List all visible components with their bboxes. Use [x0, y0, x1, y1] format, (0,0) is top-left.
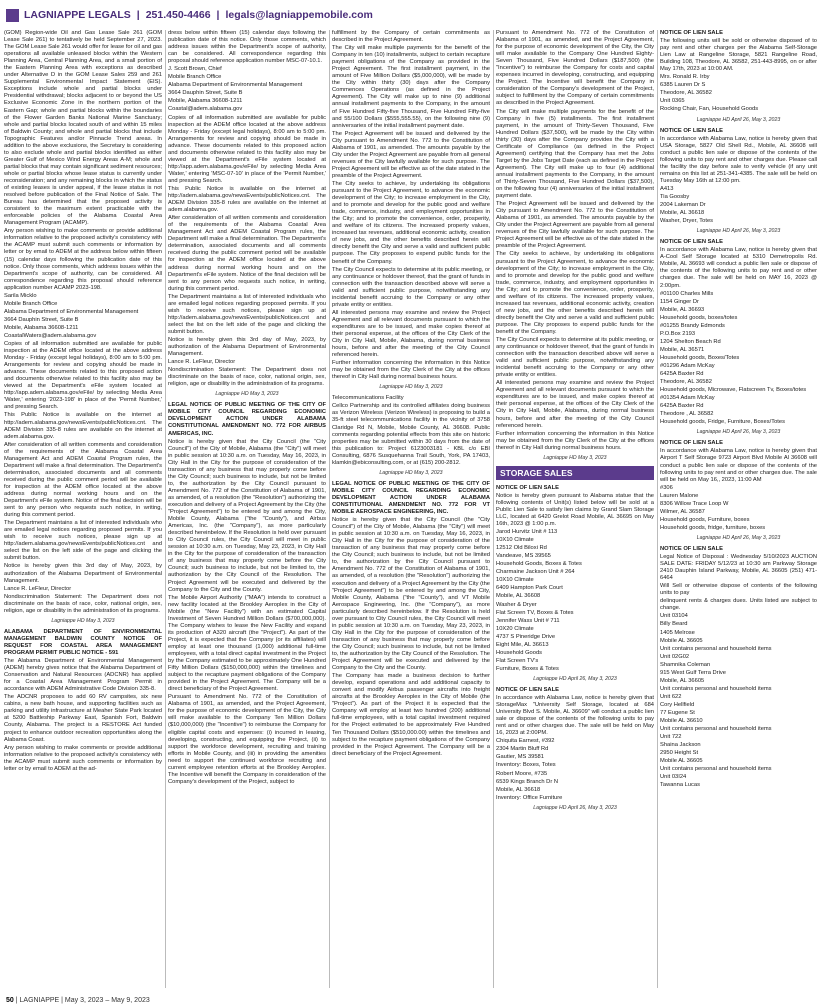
notice-line: 915 West Gulf Terra Drive — [660, 669, 726, 676]
notice-line: Lauren Malone — [660, 492, 699, 499]
notice-line: The City will make multiple payments for the benefit of the Company in ten (10) installments, subject to certain recapture payment obligations of the Company as provided in the Project Agreement. The first installment payment, in the amount of Five Million Dollars ($5,000,000), will be made by the City within thirty (30) days after the Company Commences Operations (as defined in the Project Agreement). The City will make up to nine (9) additional annual installment payments to the Company, in the amount of Five Hundred Fifty-five Thousand, Five Hundred Fifty-five and 55/100 Dollars ($555,555.55), on the following nine (9) anniversaries of the initial installment payment date. — [332, 45, 490, 129]
notice-body: In accordance with Alabama Law, notice is hereby given that A-Cool Self Storage located at 5310 Demetropolis Rd. Mobile, AL 36693 will conduct a public lien sale or dispose of the contents of the following units to pay rent and or other charges due. The sale will be held on MAY 16, 2023 @ 2:00pm. — [660, 247, 817, 289]
notice-line: The City will make multiple payments for the benefit of the Company in five (5) installments. The first installment payment, in the amount of Thirty-Seven Thousand, Five Hundred Dollars ($37,500), will be made by the City within thirty (30) days after the Company provides the City with a Certificate of Compliance (as defined in the Project Agreement) certifying that the Company has met the Jobs Target by the Jobs Target Date (each as defined in the Project Agreement). The City will make up to four (4) additional annual installment payments to the Company, in the amount of Thirty-Seven Thousand, Five Hundred Dollars ($37,500), on the following four (4) anniversaries of the initial installment payment date. — [496, 108, 654, 200]
notice-line: Inventory: Boxes, Totes — [496, 762, 556, 769]
notice-line: Household Goods — [496, 649, 543, 656]
notice-line: The Department maintains a list of interested individuals who are emailed legal notices regarding proposed permits. If you wish to receive such notices, please sign up at http://adem.alabama.gov/newsEvents/publicNotices.cnt and select the list on the left side of the page and clicking the submit button. — [4, 520, 162, 562]
notice-title: LEGAL NOTICE OF PUBLIC MEETING OF THE CITY OF MOBILE CITY COUNCIL REGARDING ECONOMIC DEVELOPMENT ACTION UNDER ALABAMA CONSTITUTIONAL AMENDMENT NO. 772 FOR AIRBUS AMERICAS, INC. — [168, 402, 326, 437]
notice-line: Household goods, Furniture, boxes — [660, 516, 750, 523]
notice-line: This Public Notice is available on the internet at http://adem.alabama.gov/newsEvents/publicNotices.cnt. The ADEM Division 335-8 rules are available on the internet at adem.alabama.gov. — [168, 185, 326, 214]
notice-title: NOTICE OF LIEN SALE — [660, 127, 723, 134]
notice-line: Further information concerning the information in this Notice may be obtained from the City Clerk of the City at the offices thereof in City Hall during normal business hours. — [332, 360, 490, 381]
notice-line: Shaina Jackson — [660, 742, 701, 749]
notice-line: Unit contains personal and household items — [660, 726, 772, 733]
notice-line: Cellco Partnership and its controlled affiliates doing business as Verizon Wireless (Verizon Wireless) is proposing to build a 35-ft steel telecommunications facility in the vicinity of 3758 Claridge Rd N, Mobile, Mobile County, AL 36608. Public comments regarding potential effects from this site on historic properties may be submitted within 30 days from the date of this publication to: Project 6123003181 - KBL c/o EBI Consulting, 6876 Susquehanna Trail South, York, PA 17403, klamkin@ebiconsulting.com, or at (615) 200-2812. — [332, 403, 490, 466]
notice-line: 6425A Baxter Rd — [660, 371, 704, 378]
legal-notice — [168, 30, 326, 398]
notice-line: Will Sell or otherwise dispose of contents of the following units to pay — [660, 583, 817, 597]
notice-body: Pursuant to Amendment No. 772 of the Constitution of Alabama of 1901, as amended, and the Project Agreement, for the purpose of economic development of the City, the City will make available to the Company One Hundred Eighty-Seven Thousand, Five Hundred Dollars ($187,500) (the "Incentive") to reimburse the Company for costs and capital expenses incurred in developing, constructing, and equipping the Project. The Incentive will benefit the Company in consideration of the Company's development of the Project, subject to fulfillment by the Company of certain commitments as described in the Project Agreement. — [496, 30, 654, 107]
column-divider — [657, 30, 658, 988]
notice-line: Cory Hellfield — [660, 701, 695, 708]
notice-line: Lance R. LeFleur, Director — [4, 585, 72, 592]
notice-line: The Department maintains a list of interested individuals who are emailed legal notices regarding proposed permits. If you wish to receive such notices, please sign up at http://adem.alabama.gov/newsEvents/publicNotices.cnt and select the list on the left side of the page and clicking the submit button. — [168, 293, 326, 335]
notice-title: NOTICE OF LIEN SALE — [660, 239, 723, 246]
notice-line: The Project Agreement will be issued and delivered by the City pursuant to Amendment No. 772 to the Constitution of Alabama of 1901, as amended. The amounts payable by the City under the Project Agreement are payable from all general revenues of the City lawfully available for such purpose. The Project Agreement will be effective as of the date stated in the preamble of the Project Agreement. — [332, 130, 490, 179]
notice-line: Sarila Micklo — [4, 292, 37, 299]
notice-line: Wilmer, AL 36587 — [660, 508, 705, 515]
notice-line: Washer, Dryer, Totes — [660, 218, 714, 225]
legal-notice — [496, 687, 654, 812]
notice-line: Unit 722 — [660, 734, 682, 741]
notice-line: Mobile, Alabama 36608-1211 — [4, 324, 79, 331]
notice-line: #01100 Charles Mills — [660, 290, 714, 297]
notice-line: 6385 Lauren Dr S — [660, 82, 706, 89]
notice-line: 2950 Height St — [660, 750, 699, 757]
notice-line: 1204 Shelton Beach Rd — [660, 338, 721, 345]
column-divider — [329, 30, 330, 988]
section-header: LAGNIAPPE LEGALS | 251.450-4466 | legals@lagniappemobile.com — [6, 6, 373, 24]
notice-line: Unit 03104 — [660, 613, 688, 620]
notice-line: Unit contains personal and household items — [660, 645, 772, 652]
notice-line: Alabama Department of Environmental Management — [4, 308, 139, 315]
column-2 — [168, 30, 326, 988]
notice-line: Shamnika Coleman — [660, 661, 711, 668]
publication-tag: Lagniappe HD April 26, May 3, 2023 — [533, 804, 617, 811]
notice-line: Mobile, AL 36618 — [660, 210, 705, 217]
legal-notice — [660, 546, 817, 789]
column-4 — [496, 30, 654, 988]
legal-notice — [332, 481, 490, 758]
publication-tag: Lagniappe HD April 26, May 3, 2023 — [533, 675, 617, 682]
notice-line: Household goods, fridge, furniture, boxes — [660, 524, 766, 531]
notice-line: Unit 622 — [660, 693, 682, 700]
notice-body: In accordance with Alabama Law, notice is hereby given that USA Storage, 5827 Old Shell Rd., Mobile, AL 36608 will conduct a public lien sale or dispose of the contents of the following units to pay rent and other charges due. Please call the facility the day before sale to verify vehicle (if any unit remains on this list at 251-341-4385. The sale will be held on Tuesday May 16th at 12:00 pm. — [660, 135, 817, 184]
legal-notice — [168, 402, 326, 786]
notice-line: 8306 Willow Trace Loop W — [660, 500, 729, 507]
notice-body: Telecommunications Facility — [332, 395, 404, 402]
footer-dates: May 3, 2023 – May 9, 2023 — [64, 997, 150, 1004]
notice-line: Vandeave, MS 39565 — [496, 553, 551, 560]
notice-line: Household goods, Fridge, Furniture, Boxes/Totes — [660, 419, 785, 426]
notice-line: Theodore , AL 36582 — [660, 411, 714, 418]
notice-line: Mobile AL 36605 — [660, 637, 703, 644]
notice-line: 1154 Ginger Dr — [660, 298, 699, 305]
legal-notice — [332, 30, 490, 391]
header-square-icon — [6, 9, 19, 22]
legal-notice — [332, 395, 490, 477]
notice-line: Mobile, AL 36605 — [660, 677, 705, 684]
notice-line: 10X20 Climate — [496, 625, 534, 632]
notice-line: Mobile AL 36605 — [660, 758, 703, 765]
notice-title: ALABAMA DEPARTMENT OF ENVIRONMENTAL MANAGEMENT BALDWIN COUNTY NOTICE OF REQUEST FOR COASTAL AREA MANAGEMENT PROGRAM PERMIT PUBLIC NOTICE - 591 — [4, 628, 162, 656]
notice-line: Mobile, AL 36618 — [496, 786, 541, 793]
notice-line: Any person wishing to make comments or provide additional information relative to the proposed activity's consistency with the ACAMP must submit such comments or information by letter or by email to ADEM at the ad- — [4, 744, 162, 772]
legal-notice — [660, 128, 817, 236]
notice-line: This Public Notice is available on the internet at http://adem.alabama.gov/newsEvents/publicNotices.cnt. The ADEM Division 335-8 rules are available on the internet at adem.alabama.gov. — [4, 412, 162, 440]
notice-line: Mobile AL 36610 — [660, 718, 703, 725]
column-divider — [165, 30, 166, 988]
notice-line: Washer & Dryer — [496, 601, 537, 608]
notice-line: Robert Moore, #735 — [496, 770, 548, 777]
notice-line: Lance R. LeFleur, Director — [168, 359, 236, 366]
page-number: 50 — [6, 997, 14, 1004]
section-heading: STORAGE SALES — [496, 466, 654, 480]
notice-line: Furniture, Boxes & Totes — [496, 665, 559, 672]
notice-line: #306 — [660, 484, 673, 491]
publication-tag: Lagniappe HD May 3, 2023 — [215, 391, 279, 398]
notice-line: Alabama Department of Environmental Management — [168, 82, 303, 89]
notice-line: 12512 Old Biloxi Rd — [496, 545, 547, 552]
notice-line: The City Council expects to determine at its public meeting, or any continuance or holdover thereof, that the grant of funds in connection with the transaction described above will serve a valid and sufficient public purpose, notwithstanding any incidental benefit accruing to the Company or any other private entity or entities. — [496, 337, 654, 379]
notice-line: CoastalWaters@adem.alabama.gov — [4, 332, 97, 339]
notice-body: (GOM) Region-wide Oil and Gas Lease Sale 261 (GOM Lease Sale 261) to tentatively be held September 27, 2023. The GOM Lease Sale 261 would offer for lease for oil and gas operations all available unleased blocks within the Western Planning Area, Central Planning Area, and a small portion of the Eastern Planning Area with exceptions as described under Alternative D in the GOM Lease Sales 259 and 261 Supplemental Environmental Impact Statement (EIS). Exceptions include whole and partial blocks under Presidential withdrawal; blocks adjacent to or beyond the US Exclusive Economic Zone in the northern portion of the Eastern Gap; whole and partial blocks within the boundaries of the Flower Garden Banks National Marine Sanctuary; whole and partial blocks located south of and within 15 miles of Baldwin County; and whole and partial blocks that include Topographic Features and/or Pinnacle Trend areas. In addition to the above exclusions, the Secretary is considering to also exclude whole and partial blocks identified as either Greater Gulf of Mexico Wind Energy Areas A-M; whole and partial blocks that may contain significant sediment resources; whole or partial blocks whose lease status is currently under reconsideration; and any remaining blocks in which the status of existing leases is under appeal, if the lease status is not resolved before publication of the Final Notice of Sale. The Bureau has determined that the proposed activity is consistent to the maximum extent practicable with the enforceable policies of the Alabama Coastal Area Management Program (ACAMP). — [4, 30, 162, 227]
notice-line: Household Goods, Boxes & Totes — [496, 561, 582, 568]
notice-title: NOTICE OF LIEN SALE — [496, 484, 559, 491]
notice-line: Inventory: Office Furniture — [496, 794, 563, 801]
notice-line: 6409 Hampton Park Court — [496, 585, 563, 592]
notice-line: Mobile Branch Office — [168, 74, 222, 81]
notice-line: Household goods, Microwave, Flatscreen Tv, Boxes/totes — [660, 387, 807, 394]
notice-line: The ADCNR proposes to add 60 RV campsites, six new cabins, a new bath house, and supporting facilities such as parking and utility infrastructure at Meaher State Park located at 5200 Battleship Parkway East, Spanish Fort, Baldwin County, Alabama. The project is a RESTORE Act funded project to enhance outdoor recreation opportunities along the Alabama Coast. — [4, 694, 162, 743]
notice-body: The following units will be sold or otherwise disposed of to pay rent and other charges per the Alabama Self-Storage Lien Law at Rangeline Storage, 5821 Rangeline Road, Building 108, Theodore, AL 36582, 251-443-8995, on or after May 17th, 2023 at 10:00 AM. — [660, 38, 817, 73]
publication-tag: Lagniappe HD April 26, May 3, 2023 — [696, 429, 781, 436]
notice-body: dress below within fifteen (15) calendar days following the publication date of this notice. Only those comments, which address issues within the Department's scope of authority, can be considered. All correspondence regarding this proposal should reference application number MSC-07-10.1. — [168, 30, 326, 65]
notice-body: Legal Notice of Disposal : Wednesday 5/10/2023 AUCTION SALE DATE: FRIDAY 5/12/23 at 10:30 am Parkway Storage 2410 Dauphin Island Parkway, Mobile, AL 36605 (251) 471-6464 — [660, 554, 817, 582]
notice-line: 6539 Kings Branch Dr N — [496, 778, 559, 785]
notice-body: In accordance with Alabama Law, notice is hereby given that Airport T Self Storage 9723 Airport Blvd Mobile Al 36608 will conduct a public lien sale or dispose of the contents of the following units to pay rent and or other charges due. The sale will be held on May 16,, 2023, 11:00 AM — [660, 448, 817, 483]
notice-line: The Mobile Airport Authority ("MAA") intends to construct a new facility located at the Brookley Aeroplex in the City of Mobile (the "New Facility") with an estimated Capital Investment of Seven Hundred Million Dollars ($700,000,000). The Company wishes to lease the New Facility and expand its production of A320 aircraft (the "Project"). As part of the Project, it is expected that the Company (or its affiliates) will employ at least one thousand (1,000) additional full-time employees, with a total direct capital investment in the Project by the Company estimated to be approximately One Hundred Fifty Million Dollars ($150,000,000) within the timelines and subject to the recapture payment obligations of the Company provided in the Project Agreement. The Company will be a direct beneficiary of the Project Agreement. — [168, 594, 326, 693]
publication-tag: Lagniappe HD April 26, May 3, 2023 — [696, 116, 781, 123]
notice-line: 2004 Lakeman Dr — [660, 202, 706, 209]
notice-line: 2304 Martin Bluff Rd — [496, 746, 549, 753]
notice-line: Billy Beard — [660, 621, 688, 628]
notice-line: Coastal@adem.alabama.gov — [168, 106, 243, 113]
page-footer: 50 | LAGNIAPPE | May 3, 2023 – May 9, 2023 — [6, 997, 150, 1004]
notice-line: Flat Screen TV's — [496, 657, 539, 664]
notice-line: Copies of all information submitted are available for public inspection at the ADEM office located at the above address Monday - Friday (except legal holidays), 8:00 am to 5:00 pm. Arrangements for review and copying should be made in advance. These documents related to this proposed action and documents otherwise related to this facility also may be viewed at the Department's eFile system located at http://app.adem.alabama.gov/eFile/ by selecting Media Area 'Water,' entering 'MSC-07-10' in place of the 'Permit Number,' and pressing Search. — [168, 114, 326, 184]
publication-tag: Lagniappe HD May 3, 2023 — [51, 617, 115, 624]
column-1 — [4, 30, 162, 988]
notice-line: Copies of all information submitted are available for public inspection at the ADEM office located at the above address Monday - Friday (except legal holidays), 8:00 am to 5:00 pm. Arrangements for review and copying should be made in advance. These documents related to this proposed action and documents otherwise related to this facility also may be viewed at the Department's eFile system located at http://app.adem.alabama.gov/eFile/ by selecting Media Area 'Water,' entering '2023-198' in place of the 'Permit Number,' and pressing Search. — [4, 341, 162, 411]
notice-body: Notice is hereby given pursuant to Alabama statue that the following contents of Unit(s) listed below will be sold at a Public Lien Sale to satisfy lien claims by Grand Slam Storage LLC, located at 6420 Grelot Road Mobile, AL 36695 on May 16th, 2023 @ 1:00 p.m. — [496, 492, 654, 528]
notice-body: Notice is hereby given that the City Council (the "City Council") of the City of Mobile, Alabama (the "City") will meet in public session at 10:30 a.m. on Tuesday, May 16, 2023, in City Hall in the City for the purpose of consideration of the transaction of any business that may properly come before the City Council; such business to include, but not be limited to, the authorization by the City Council pursuant to Amendment No. 772 of the Constitution of Alabama of 1901, as amended, of a resolution (the "Resolution") authorizing the execution and delivery of a Project Agreement by the City (the "Project Agreement") to be entered by and among the City, Mobile County, Alabama ("the "County"), and VT Mobile Aerospace Engineering, Inc. (the "Company"), as more particularly described hereinbelow. If the Resolution is held over pursuant to City Council rules, the City Council will meet in public session at 10:30 a.m. on Tuesday, May 23, 2023, in City Hall in the City for the purpose of consideration of the transaction of any business that may properly come before the City Council; such business to include, but not be limited to, the authorization by the City Council of the Resolution. The Project Agreement will be executed and delivered by the Company to the City and the County. — [332, 517, 490, 672]
publication-tag: Lagniappe HD May 3, 2023 — [543, 454, 607, 461]
notice-line: Unit 03I24 — [660, 774, 687, 781]
notice-line: After consideration of all written comments and consideration of the requirements of the Alabama Coastal Area Management Act and ADEM Coastal Program rules, the Department will make a final determination. The Department's determination, associated documents and all comments received during the public comment period will be available for inspection at the ADEM office located at the above address during normal working hours and on the Department's eFile system. Notice of the final decision will be sent to any person who requests such notice, in writing, during this comment period. — [168, 215, 326, 292]
notice-line: After consideration of all written comments and consideration of the requirements of the Alabama Coastal Area Management Act and ADEM Coastal Program rules, the Department will make a final determination. The Department's determination, associated documents and all comments received during the public comment period will be available for inspection at the ADEM office located at the above address during normal working hours and on the Department's eFile system. Notice of the final decision will be sent to any person who requests such notice, in writing, during this comment period. — [4, 441, 162, 519]
notice-line: Household goods, boxes/totes — [660, 314, 738, 321]
footer-brand: LAGNIAPPE — [19, 997, 60, 1004]
notice-line: Mobile, AL 36608 — [496, 593, 541, 600]
notice-title: NOTICE OF LIEN SALE — [496, 686, 559, 693]
notice-line: The City seeks to achieve, by undertaking its obligations pursuant to the Project Agreement, to advance the economic development of the City; to increase employment in the City, and to promote and develop for the public good and welfare trade, commerce, industry, and employment opportunities in the City; and to promote the convenience, order, prosperity, and welfare of its citizens. The increased property values, increased tax revenues, additional economic activity, creation of new jobs, and the other benefits described herein will directly benefit the City and serve a valid and sufficient public purpose. The City proposes to expend public funds for the benefit of the Company. — [332, 180, 490, 265]
notice-line: Notice is hereby given this 3rd day of May, 2023, by authorization of the Alabama Department of Environmental Management. — [168, 336, 326, 358]
legal-notice — [660, 30, 817, 124]
publication-tag: Lagniappe HD April 26, May 3, 2023 — [696, 228, 781, 235]
notice-line: Flat Screen TV, Boxes & Totes — [496, 609, 574, 616]
legal-notice — [496, 30, 654, 462]
publication-tag: Lagniappe HD April 26, May 3, 2023 — [696, 534, 781, 541]
notice-line: Mrs. Ronald R. Irby — [660, 74, 710, 81]
legal-notice — [496, 485, 654, 683]
legal-notice — [4, 30, 162, 625]
notice-line: 3664 Dauphin Street, Suite B — [168, 90, 243, 97]
notice-line: 6425A Baxter Rd — [660, 403, 704, 410]
notice-line: 3664 Dauphin Street, Suite B — [4, 316, 79, 323]
notice-line: Mobile Branch Office — [4, 300, 58, 307]
notice-line: Unit contains personal and household items — [660, 685, 772, 692]
notice-line: Unit 0365 — [660, 98, 685, 105]
notice-line: 4737 S Pineridge Drive — [496, 633, 556, 640]
notice-body: The Alabama Department of Environmental Management (ADEM) hereby gives notice that the Alabama Department of Conservation and Natural Resources (ADCNR) has applied for a Coastal Area Management Program Permit in accordance with ADEM Administrative Code Division 335-8. — [4, 658, 162, 693]
notice-line: 10X10 Climate — [496, 537, 534, 544]
notice-line: Rocking Chair, Fan, Household Goods — [660, 106, 759, 113]
column-5 — [660, 30, 817, 988]
notice-line: J. Scott Brown, Chief — [168, 66, 222, 73]
notice-line: Mobile, AL 36571 — [660, 346, 705, 353]
notice-title: LEGAL NOTICE OF PUBLIC MEETING OF THE CITY OF MOBILE CITY COUNCIL REGARDING ECONOMIC DEVELOPMENT ACTION UNDER ALABAMA CONSTITUTIONAL AMENDMENT NO. 772 FOR VT MOBILE AEROSPACE ENGINEERING, INC. — [332, 480, 490, 516]
notice-line: Gautier, MS 39581 — [496, 754, 544, 761]
notice-line: Pursuant to Amendment No. 772 of the Constitution of Alabama of 1901, as amended, and the Project Agreement, for the purpose of economic development of the City, the City will make available to the Company Ten Million Dollars ($10,000,000) (the "Incentive") to reimburse the Company for eligible capital costs and expenses: (i) incurred in leasing, developing, constructing, and equipping the Project, (ii) to support the workforce development, recruiting and training efforts in Mobile County, and (iii) in providing the amenities need to support the continued workforce recruiting and current employee retention efforts at the Brookley Aeroplex. The Incentive will benefit the Company in consideration of the Company's development of the Project, subject to — [168, 694, 326, 785]
notice-line: Eight Mile, AL 36613 — [496, 641, 549, 648]
notice-line: delinquent rents & charges dues. Units listed are subject to change. — [660, 598, 817, 612]
publication-tag: Lagniappe HD May 3, 2023 — [379, 384, 443, 391]
legal-page — [4, 30, 817, 988]
notice-line: 10X10 Climate — [496, 577, 534, 584]
email-link[interactable]: legals@lagniappemobile.com — [225, 9, 373, 21]
notice-line: Unit 02G02 — [660, 653, 690, 660]
notice-line: Any person wishing to make comments or provide additional information relative to the proposed activity's consistency with the ACAMP must submit such comments or information by letter or by email to ADEM at the address below within fifteen (15) calendar days following the publication date of this notice. Only those comments, which address issues within the Department's scope of authority, can be considered. All correspondence regarding this proposal should reference application number ACAMP 2023-198. — [4, 228, 162, 291]
notice-line: Jennifer Wass Unit # 711 — [496, 617, 560, 624]
notice-title: NOTICE OF LIEN SALE — [660, 440, 723, 447]
notice-line: 77 Eugene St — [660, 709, 695, 716]
publication-tag: Lagniappe HD May 3, 2023 — [379, 469, 443, 476]
legal-notice — [660, 440, 817, 542]
notice-title: NOTICE OF LIEN SALE — [660, 546, 723, 552]
notice-line: The Project Agreement will be issued and delivered by the City pursuant to Amendment No. 772 to the Constitution of Alabama of 1901, as amended. The amounts payable by the City under the Project Agreement are payable from all general revenues of the City lawfully available for such purpose. The Project Agreement will be effective as of the date stated in the preamble of the Project Agreement. — [496, 201, 654, 250]
notice-line: Chiquita Earnest, #392 — [496, 738, 555, 745]
notice-title: NOTICE OF LIEN SALE — [660, 30, 723, 36]
notice-line: Mobile, AL 36693 — [660, 306, 705, 313]
section-title: LAGNIAPPE LEGALS — [24, 9, 131, 21]
notice-line: Theodore, AL 36582 — [660, 90, 712, 97]
notice-line: The City seeks to achieve, by undertaking its obligations pursuant to the Project Agreement, to advance the economic development of the City; to increase employment in the City, and to promote and develop for the public good and welfare trade, commerce, industry, and employment opportunities in the City; and to promote the convenience, order, prosperity, and welfare of its citizens. The increased property values, increased tax revenues, additional economic activity, creation of new jobs, and the other benefits described herein will directly benefit the City and serve a valid and sufficient public purpose. The City proposes to expend public funds for the benefit of the Company. — [496, 251, 654, 335]
notice-line: Mobile, Alabama 36608-1211 — [168, 98, 243, 105]
notice-line: #01255 Brandy Edmonds — [660, 322, 725, 329]
notice-line: P.O.Box 2193 — [660, 330, 696, 337]
legal-notice — [4, 629, 162, 773]
notice-line: Charmaine Jackson Unit # 264 — [496, 569, 575, 576]
notice-line: Tia Goosby — [660, 193, 690, 200]
notice-line: Notice is hereby given this 3rd day of May, 2023, by authorization of the Alabama Department of Environmental Management. — [4, 563, 162, 584]
notice-line: The City Council expects to determine at its public meeting, or any continuance or holdover thereof, that the grant of funds in connection with the transaction described above will serve a valid and sufficient public purpose, notwithstanding any incidental benefit accruing to the Company or any other private entity or entities. — [332, 266, 490, 308]
notice-line: 1405 Melrose — [660, 629, 695, 636]
notice-line: Theodore, AL 36582 — [660, 379, 712, 386]
notice-body: fulfillment by the Company of certain commitments as described in the Project Agreement. — [332, 30, 490, 44]
notice-body: In accordance with Alabama Law, notice is hereby given that StorageMax "University Self Storage, located at 684 University Blvd S. Mobile, AL 36609" will conduct a public lien sale or dispose of the contents of the following units to pay rent and or other charges due. The sale will be held on May 16, 2023 at 2:00PM. — [496, 695, 654, 737]
notice-line: Household goods, Boxes/Totes — [660, 354, 740, 361]
notice-line: Further information concerning the information in this Notice may be obtained from the City Clerk of the City at the offices thereof in City Hall during normal business hours. — [496, 430, 654, 451]
notice-line: Tawanna Lucas — [660, 782, 700, 789]
legal-notice — [660, 239, 817, 436]
phone: 251.450-4466 — [145, 9, 211, 21]
notice-line: Unit contains personal and household items — [660, 766, 772, 773]
notice-body: Notice is hereby given that the City Council (the "City Council") of the City of Mobile, Alabama (the "City") will meet in public session at 10:30 a.m. on Tuesday, May 16, 2023, in City Hall in the City for the purpose of consideration of the transaction of any business that may properly come before the City Council; such business to include, but not be limited to, the authorization by the City Council pursuant to Amendment No. 772 of the Constitution of Alabama of 1901, as amended, of a resolution (the "Resolution") authorizing the execution and delivery of a Project Agreement by the City (the "Project Agreement") to be entered by and among the City, Mobile County, Alabama ("the "County"), and Airbus Americas, Inc. (the "Company"), as more particularly described hereinbelow. If the Resolution is held over pursuant to City Council rules, the City Council will meet in public session at 10:30 a.m. on Tuesday, May 23, 2023, in City Hall in the City for the purpose of consideration of the transaction of any business that may properly come before the City Council; such business to include, but not be limited to, the authorization by the City Council of the Resolution. The Project Agreement will be executed and delivered by the Company to the City and the County. — [168, 438, 326, 593]
notice-line: #01296 Adam McKay — [660, 362, 715, 369]
notice-line: Jarod Hurvitz Unit # 113 — [496, 529, 558, 536]
column-divider — [493, 30, 494, 988]
column-3 — [332, 30, 490, 988]
notice-line: All interested persons may examine and review the Project Agreement and all relevant documents pursuant to which the expenditures are to be issued, and make copies thereof at their personal expense, at the offices of the City Clerk of the City in City Hall, Mobile, Alabama, during normal business hours, before and after the meeting of the City Council referenced herein. — [332, 309, 490, 359]
notice-line: #01354 Adam McKay — [660, 395, 715, 402]
notice-line: A413 — [660, 185, 674, 192]
notice-line: The Company has made a business decision to further develop, expand operations and add additional capacity to convert and modify Airbus passenger aircrafts into freight aircrafts at the Brookley Aeroplex in the City of Mobile (the "Project"). As part of the Project it is expected that the Company will employ at least two hundred (200) additional full-time employees, with a total capital investment required for the Project estimated to be approximately Five Hundred Ten Thousand Dollars ($510,000.00) within the timelines and subject to the recapture payment obligations of the Company provided in the Project Agreement. The Company will be a direct beneficiary of the Project Agreement. — [332, 673, 490, 757]
notice-line: Nondiscrimination Statement: The Department does not discriminate on the basis of race, color, national origin, sex, religion, age or disability in the administration of its programs. — [168, 367, 326, 388]
notice-line: Nondiscrimination Statement: The Department does not discriminate on the basis of race, color, national origin, sex, religion, age or disability in the administration of its programs. — [4, 593, 162, 614]
notice-line: All interested persons may examine and review the Project Agreement and all relevant documents pursuant to which the expenditures are to be issued, and make copies thereof at their personal expense, at the offices of the City Clerk of the City in City Hall, Mobile, Alabama, during normal business hours, before and after the meeting of the City Council referenced herein. — [496, 380, 654, 429]
